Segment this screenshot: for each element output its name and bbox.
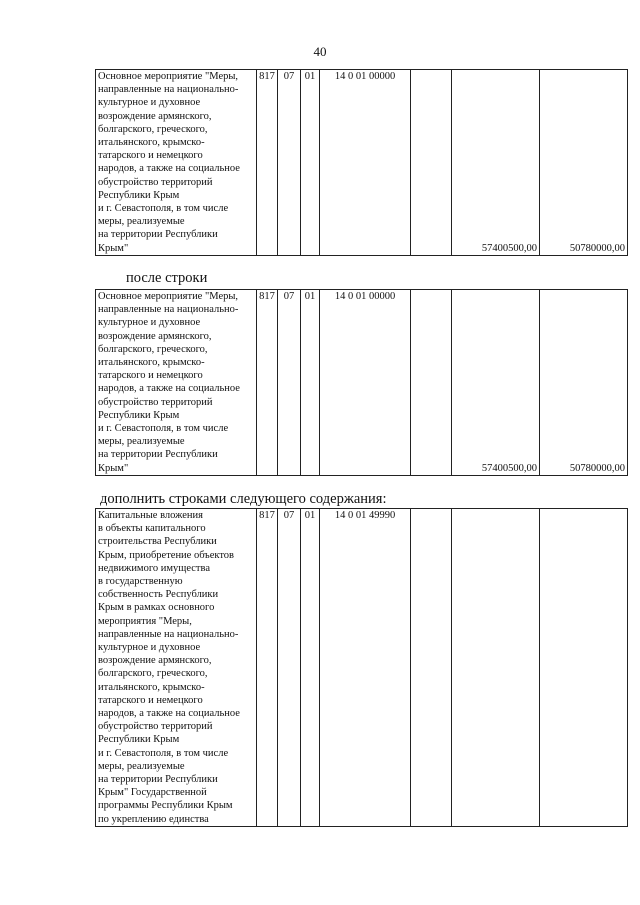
amount-second-year: 50780000,00 <box>540 70 628 256</box>
target-article-code: 14 0 01 00000 <box>320 290 411 476</box>
amount-first-year: 57400500,00 <box>452 290 540 476</box>
amount-first-year: 57400500,00 <box>452 70 540 256</box>
row-description: Основное мероприятие "Меры, направленные на национально- культурное и духовное возрождение армянского, болгарского, греческого, итальянского, крымско- татарского и немецкого народов, а также на социальное обустройство территорий Республики Крым и г. Севастополя, в том числе меры, реализуемые на территории Республики Крым" <box>96 70 257 256</box>
budget-table-1 <box>95 69 628 256</box>
target-article-code: 14 0 01 00000 <box>320 70 411 256</box>
row-description: Основное мероприятие "Меры, направленные на национально- культурное и духовное возрождение армянского, болгарского, греческого, итальянского, крымско- татарского и немецкого народов, а также на социальное обустройство территорий Республики Крым и г. Севастополя, в том числе меры, реализуемые на территории Республики Крым" <box>96 290 257 476</box>
ministry-code: 817 <box>257 509 278 827</box>
add-rows-label: дополнить строками следующего содержания: <box>100 491 387 507</box>
subsection-code: 01 <box>301 70 320 256</box>
section-code: 07 <box>278 290 301 476</box>
expense-type-cell <box>411 509 452 827</box>
table-row <box>96 509 628 827</box>
after-row-label: после строки <box>126 270 208 286</box>
amount-second-year: 50780000,00 <box>540 290 628 476</box>
table-row <box>96 70 628 256</box>
budget-table-3 <box>95 508 628 827</box>
row-description: Капитальные вложения в объекты капитального строительства Республики Крым, приобретение объектов недвижимого имущества в государственную собственность Республики Крым в рамках основного мероприятия "Меры, направленные на национально- культурное и духовное возрождение армянского, болгарского, греческого, итальянского, крымско- татарского и немецкого народов, а также на социальное обустройство территорий Республики Крым и г. Севастополя, в том числе меры, реализуемые на территории Республики Крым" Государственной программы Республики Крым по укреплению единства <box>96 509 257 827</box>
page-number: 40 <box>313 44 327 59</box>
table-row <box>96 290 628 476</box>
expense-type-cell <box>411 70 452 256</box>
target-article-code: 14 0 01 49990 <box>320 509 411 827</box>
subsection-code: 01 <box>301 290 320 476</box>
amount-second-year <box>540 509 628 827</box>
subsection-code: 01 <box>301 509 320 827</box>
budget-table-2 <box>95 289 628 476</box>
section-code: 07 <box>278 509 301 827</box>
amount-first-year <box>452 509 540 827</box>
section-code: 07 <box>278 70 301 256</box>
expense-type-cell <box>411 290 452 476</box>
ministry-code: 817 <box>257 70 278 256</box>
ministry-code: 817 <box>257 290 278 476</box>
